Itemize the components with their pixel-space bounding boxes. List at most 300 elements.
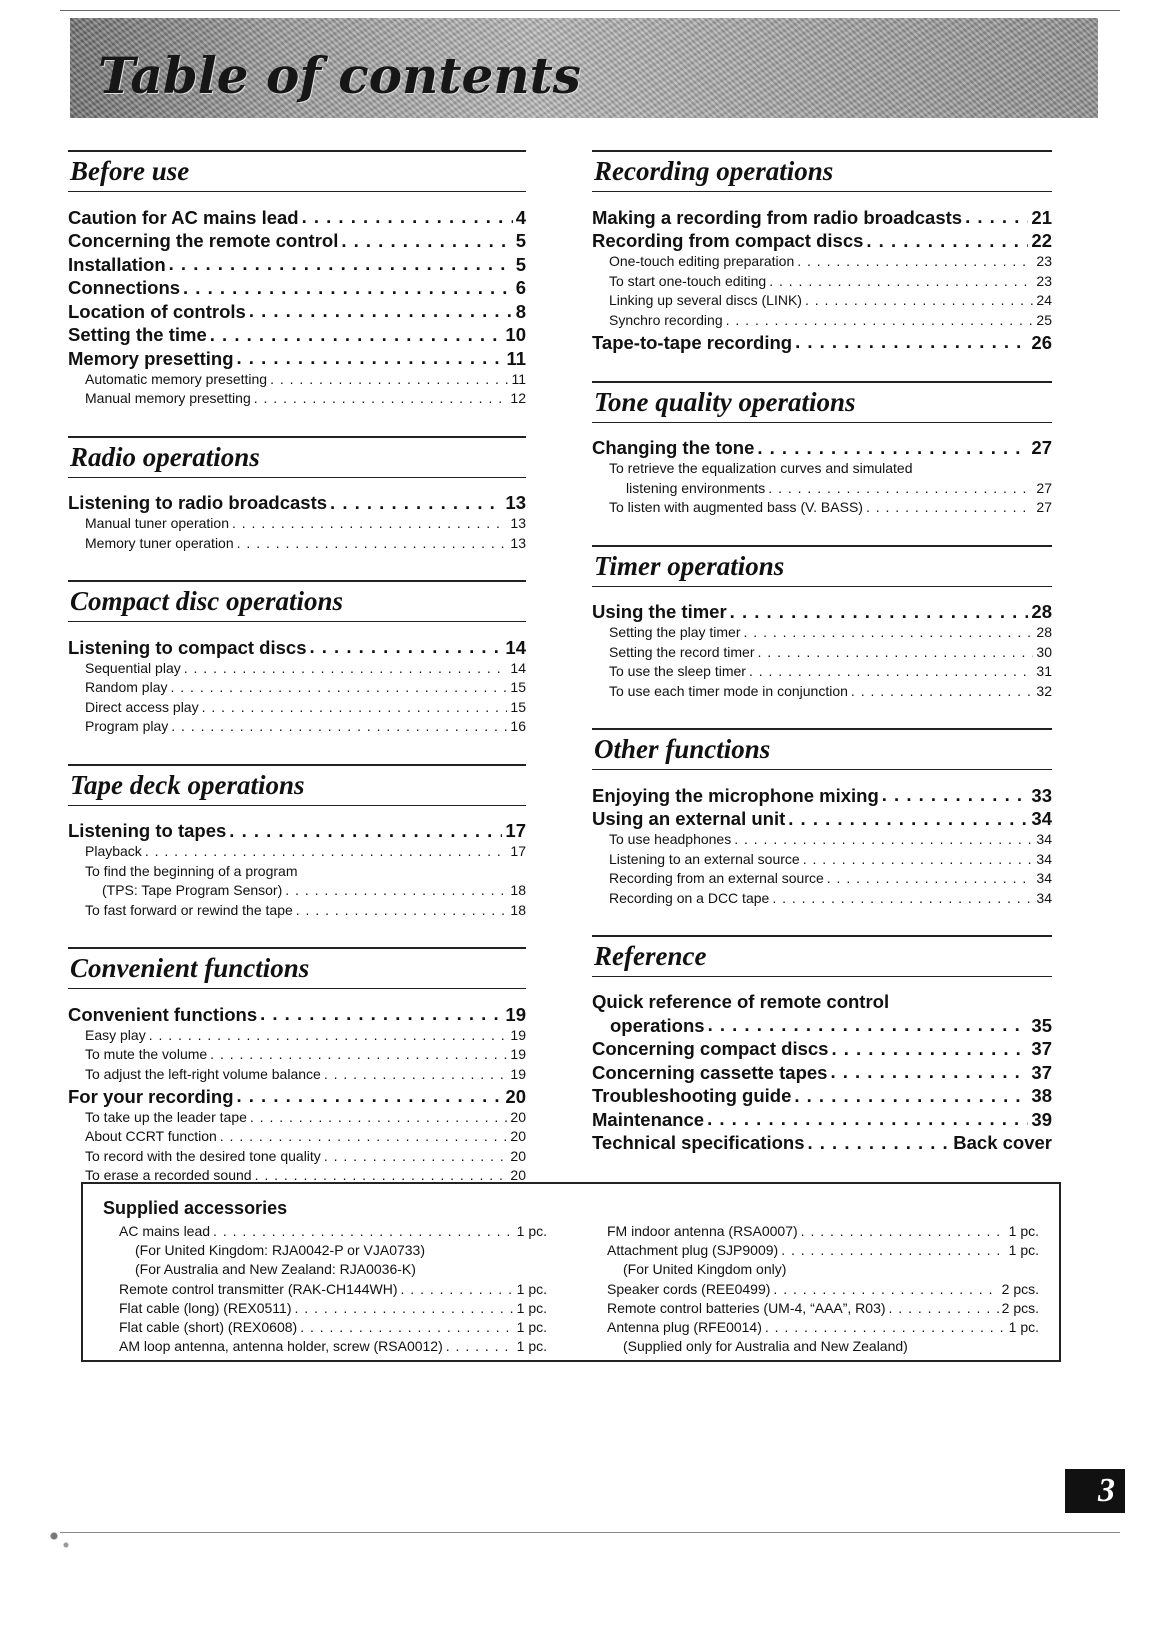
accessory-quantity: 1 pc. bbox=[1008, 1319, 1039, 1336]
toc-section bbox=[592, 150, 1052, 354]
accessory-label: AC mains lead bbox=[119, 1223, 211, 1239]
top-rule bbox=[60, 10, 1120, 11]
accessory-item bbox=[607, 1318, 1039, 1337]
toc-entry-label: To erase a recorded sound bbox=[85, 1167, 252, 1183]
toc-entry-page: 34 bbox=[1031, 808, 1052, 829]
toc-entry-page: 11 bbox=[511, 370, 526, 387]
toc-entry-page: 26 bbox=[1031, 331, 1052, 353]
toc-entry[interactable] bbox=[68, 323, 526, 347]
toc-entry-text: To retrieve the equalization curves and simulated bbox=[609, 460, 913, 476]
section-entries bbox=[592, 587, 1052, 702]
toc-entry-label: To start one-touch editing bbox=[609, 272, 767, 289]
accessory-item bbox=[607, 1280, 1039, 1299]
accessory-label: AM loop antenna, antenna holder, screw (RSA0012) bbox=[119, 1338, 443, 1355]
section-title: Reference bbox=[592, 935, 1052, 977]
section-entries bbox=[592, 192, 1052, 354]
toc-entry[interactable] bbox=[592, 850, 1052, 870]
accessories-left-list bbox=[119, 1222, 547, 1356]
section-entries bbox=[592, 770, 1052, 908]
toc-entry-page: 13 bbox=[510, 534, 526, 551]
dot-leader bbox=[866, 229, 1028, 248]
toc-entry[interactable] bbox=[592, 1013, 1052, 1037]
accessory-note: (For United Kingdom only) bbox=[623, 1261, 787, 1278]
toc-entry-page: 6 bbox=[515, 277, 526, 298]
dot-leader bbox=[171, 678, 508, 692]
dot-leader bbox=[707, 1107, 1028, 1126]
toc-entry-page: 10 bbox=[505, 324, 526, 345]
accessory-quantity: 1 pc. bbox=[516, 1319, 547, 1336]
toc-entry-label: Concerning compact discs bbox=[592, 1038, 829, 1059]
toc-entry[interactable] bbox=[68, 698, 526, 718]
toc-entry[interactable] bbox=[68, 1045, 526, 1065]
dot-leader bbox=[210, 323, 503, 342]
bottom-rule bbox=[60, 1532, 1120, 1533]
toc-entry-label: Listening to an external source bbox=[609, 850, 800, 867]
dot-leader bbox=[827, 869, 1034, 883]
toc-entry-page: 18 bbox=[510, 901, 526, 918]
dot-leader bbox=[260, 1002, 502, 1021]
toc-entry-label: Memory tuner operation bbox=[85, 534, 234, 551]
toc-entry-page: 24 bbox=[1036, 292, 1052, 308]
dot-leader bbox=[296, 901, 508, 915]
toc-entry[interactable] bbox=[68, 635, 526, 659]
toc-entry-label: operations bbox=[610, 1014, 705, 1036]
toc-entry-label: Technical specifications bbox=[592, 1132, 805, 1153]
dot-leader bbox=[310, 635, 503, 654]
dot-leader bbox=[184, 659, 508, 673]
toc-entry[interactable] bbox=[592, 205, 1052, 229]
accessory-item bbox=[119, 1222, 547, 1241]
toc-entry-label: Setting the record timer bbox=[609, 643, 755, 660]
accessory-item bbox=[119, 1299, 547, 1318]
toc-entry-page: 23 bbox=[1036, 253, 1052, 269]
toc-entry[interactable] bbox=[68, 1065, 526, 1085]
dot-leader bbox=[300, 1318, 513, 1332]
toc-entry-label: Linking up several discs (LINK) bbox=[609, 292, 802, 308]
section-entries bbox=[68, 806, 526, 921]
dot-leader bbox=[882, 783, 1029, 802]
toc-entry-page: 39 bbox=[1031, 1108, 1052, 1130]
toc-entry-label: Synchro recording bbox=[609, 311, 723, 328]
toc-entry-label: To fast forward or rewind the tape bbox=[85, 901, 293, 918]
dot-leader bbox=[772, 889, 1033, 903]
toc-entry-label: Playback bbox=[85, 843, 142, 859]
toc-entry-label: Manual tuner operation bbox=[85, 515, 229, 531]
dot-leader bbox=[851, 682, 1034, 696]
toc-section bbox=[68, 580, 526, 737]
toc-entry-label: To take up the leader tape bbox=[85, 1108, 247, 1125]
toc-entry-page: 20 bbox=[510, 1108, 526, 1125]
toc-entry-label: Using the timer bbox=[592, 601, 727, 622]
toc-entry-page: 34 bbox=[1036, 850, 1052, 867]
toc-entry-page: 35 bbox=[1031, 1014, 1052, 1036]
dot-leader bbox=[302, 205, 513, 224]
toc-entry-page: 20 bbox=[510, 1147, 526, 1164]
dot-leader bbox=[220, 1127, 508, 1141]
toc-entry[interactable] bbox=[592, 1037, 1052, 1061]
toc-entry-label: Automatic memory presetting bbox=[85, 370, 268, 387]
toc-entry[interactable] bbox=[68, 717, 526, 737]
toc-entry[interactable] bbox=[592, 1131, 1052, 1155]
toc-entry-page: 14 bbox=[510, 659, 526, 676]
dot-leader bbox=[708, 1013, 1029, 1032]
accessory-quantity: 1 pc. bbox=[516, 1299, 547, 1316]
section-title: Recording operations bbox=[592, 150, 1052, 192]
toc-entry-page: 13 bbox=[505, 492, 526, 513]
dot-leader bbox=[801, 1222, 1006, 1236]
toc-entry-page: 34 bbox=[1036, 870, 1052, 886]
dot-leader bbox=[768, 479, 1033, 493]
dot-leader bbox=[294, 1299, 513, 1313]
dot-leader bbox=[866, 498, 1033, 512]
dot-leader bbox=[145, 842, 508, 856]
dot-leader bbox=[788, 807, 1028, 826]
dot-leader bbox=[250, 1108, 508, 1122]
section-title: Tone quality operations bbox=[592, 381, 1052, 423]
section-title: Tape deck operations bbox=[68, 764, 526, 806]
accessory-note: (For Australia and New Zealand: RJA0036-K) bbox=[135, 1261, 416, 1278]
toc-section bbox=[68, 436, 526, 554]
dot-leader bbox=[149, 1026, 508, 1040]
right-column bbox=[592, 150, 1052, 1181]
toc-entry[interactable] bbox=[68, 389, 526, 409]
toc-entry[interactable] bbox=[68, 1108, 526, 1128]
toc-entry-page: 15 bbox=[510, 679, 526, 695]
toc-entry-label: Troubleshooting guide bbox=[592, 1085, 792, 1106]
dot-leader bbox=[249, 299, 513, 318]
toc-entry[interactable] bbox=[68, 819, 526, 843]
toc-entry[interactable] bbox=[592, 479, 1052, 499]
toc-entry-page: 13 bbox=[510, 515, 526, 531]
toc-entry-label: Easy play bbox=[85, 1026, 146, 1043]
toc-entry-page: 21 bbox=[1031, 206, 1052, 228]
toc-entry-page: 16 bbox=[510, 718, 526, 734]
toc-entry[interactable] bbox=[68, 1147, 526, 1167]
toc-entry-page: 28 bbox=[1031, 601, 1052, 622]
dot-leader bbox=[232, 514, 507, 528]
toc-entry[interactable] bbox=[592, 1060, 1052, 1084]
toc-entry[interactable] bbox=[592, 869, 1052, 889]
section-entries bbox=[592, 423, 1052, 518]
toc-entry-label: Concerning cassette tapes bbox=[592, 1061, 828, 1083]
dot-leader bbox=[805, 291, 1033, 305]
toc-entry[interactable] bbox=[592, 498, 1052, 518]
toc-entry-page: 15 bbox=[510, 698, 526, 715]
toc-entry-page: 19 bbox=[505, 1003, 526, 1025]
toc-entry-label: Recording from compact discs bbox=[592, 230, 864, 251]
toc-entry-label: Maintenance bbox=[592, 1108, 705, 1130]
dot-leader bbox=[758, 643, 1034, 657]
toc-entry-label: Setting the time bbox=[68, 324, 207, 345]
toc-entry-label: Listening to radio broadcasts bbox=[68, 492, 328, 513]
section-title: Other functions bbox=[592, 728, 1052, 770]
dot-leader bbox=[183, 276, 513, 295]
toc-entry[interactable] bbox=[592, 830, 1052, 850]
toc-entry-page: 5 bbox=[515, 253, 526, 275]
toc-entry[interactable] bbox=[68, 276, 526, 300]
toc-entry-label: Listening to compact discs bbox=[68, 636, 307, 658]
toc-entry-page: 32 bbox=[1036, 682, 1052, 699]
dot-leader bbox=[169, 252, 513, 271]
dot-leader bbox=[237, 1084, 503, 1103]
toc-entry-label: Changing the tone bbox=[592, 437, 755, 458]
toc-entry-label: To use each timer mode in conjunction bbox=[609, 682, 848, 699]
toc-entry[interactable] bbox=[68, 252, 526, 276]
toc-entry-page: 17 bbox=[510, 843, 526, 859]
toc-entry[interactable] bbox=[592, 889, 1052, 909]
dot-leader bbox=[889, 1299, 999, 1313]
toc-entry-label: Recording from an external source bbox=[609, 870, 824, 886]
accessory-item bbox=[119, 1337, 547, 1356]
toc-entry-label: Tape-to-tape recording bbox=[592, 331, 793, 353]
toc-entry-label: About CCRT function bbox=[85, 1128, 217, 1144]
section-entries bbox=[68, 989, 526, 1186]
section-title: Before use bbox=[68, 150, 526, 192]
toc-entry-page: 20 bbox=[505, 1085, 526, 1107]
toc-entry-page: 25 bbox=[1036, 311, 1052, 328]
title-banner bbox=[70, 18, 1098, 118]
toc-entry-label: To mute the volume bbox=[85, 1046, 208, 1062]
toc-entry-label: Setting the play timer bbox=[609, 624, 741, 640]
toc-entry[interactable] bbox=[592, 1084, 1052, 1108]
toc-entry-page: 37 bbox=[1031, 1061, 1052, 1083]
section-entries bbox=[68, 622, 526, 737]
section-entries bbox=[592, 977, 1052, 1154]
toc-entry-label: Connections bbox=[68, 277, 181, 298]
accessory-label: Flat cable (short) (REX0608) bbox=[119, 1319, 298, 1336]
toc-entry-page: 28 bbox=[1036, 624, 1052, 640]
toc-entry[interactable] bbox=[592, 330, 1052, 354]
dot-leader bbox=[401, 1280, 514, 1294]
toc-entry[interactable] bbox=[592, 229, 1052, 253]
toc-entry-text: To find the beginning of a program bbox=[85, 862, 298, 879]
toc-section bbox=[592, 935, 1052, 1154]
toc-entry-label: One-touch editing preparation bbox=[609, 253, 795, 269]
accessory-quantity: 1 pc. bbox=[1008, 1242, 1039, 1259]
toc-entry-page: 30 bbox=[1036, 643, 1052, 660]
toc-entry-page: 19 bbox=[510, 1065, 526, 1082]
toc-entry[interactable] bbox=[592, 682, 1052, 702]
toc-entry[interactable] bbox=[68, 1026, 526, 1046]
toc-entry[interactable] bbox=[68, 514, 526, 534]
toc-entry[interactable] bbox=[68, 299, 526, 323]
toc-entry-label: Memory presetting bbox=[68, 347, 234, 369]
dot-leader bbox=[765, 1318, 1006, 1332]
accessory-label: Attachment plug (SJP9009) bbox=[607, 1242, 779, 1259]
accessory-label: Antenna plug (RFE0014) bbox=[607, 1319, 762, 1336]
toc-entry-label: To record with the desired tone quality bbox=[85, 1147, 321, 1164]
toc-entry-page: Back cover bbox=[953, 1132, 1052, 1153]
accessory-item bbox=[607, 1222, 1039, 1241]
accessory-note: (Supplied only for Australia and New Zealand) bbox=[623, 1338, 908, 1355]
accessory-quantity: 1 pc. bbox=[516, 1280, 547, 1297]
toc-entry[interactable] bbox=[68, 901, 526, 921]
toc-entry-page: 34 bbox=[1036, 831, 1052, 847]
toc-entry[interactable] bbox=[68, 1127, 526, 1147]
toc-entry-label: Caution for AC mains lead bbox=[68, 206, 299, 228]
toc-entry-page: 11 bbox=[506, 347, 526, 369]
toc-entry-page: 34 bbox=[1036, 889, 1052, 906]
toc-entry-label: To listen with augmented bass (V. BASS) bbox=[609, 499, 863, 515]
accessory-label: Remote control transmitter (RAK-CH144WH) bbox=[119, 1280, 398, 1297]
dot-leader bbox=[726, 311, 1034, 325]
accessory-item bbox=[119, 1280, 547, 1299]
toc-entry-page: 4 bbox=[515, 206, 526, 228]
toc-entry-page: 20 bbox=[510, 1128, 526, 1144]
toc-entry[interactable] bbox=[592, 662, 1052, 682]
toc-entry-page: 18 bbox=[510, 882, 526, 898]
accessory-quantity: 1 pc. bbox=[516, 1338, 547, 1355]
toc-entry-label: Using an external unit bbox=[592, 808, 786, 829]
accessory-quantity: 2 pcs. bbox=[1001, 1280, 1039, 1297]
dot-leader bbox=[794, 1084, 1028, 1103]
toc-entry[interactable] bbox=[592, 783, 1052, 807]
toc-entry-page: 27 bbox=[1036, 499, 1052, 515]
dot-leader bbox=[210, 1045, 507, 1059]
toc-entry[interactable] bbox=[592, 623, 1052, 643]
toc-entry-page: 27 bbox=[1031, 437, 1052, 458]
dot-leader bbox=[324, 1065, 508, 1079]
toc-section bbox=[68, 764, 526, 921]
toc-entry[interactable] bbox=[68, 881, 526, 901]
dot-leader bbox=[773, 1280, 998, 1294]
dot-leader bbox=[734, 830, 1033, 844]
toc-entry-label: Manual memory presetting bbox=[85, 390, 251, 406]
toc-entry[interactable] bbox=[592, 807, 1052, 831]
accessories-title: Supplied accessories bbox=[103, 1198, 288, 1218]
toc-entry-page: 19 bbox=[510, 1026, 526, 1043]
toc-entry[interactable] bbox=[68, 659, 526, 679]
toc-entry[interactable] bbox=[592, 252, 1052, 272]
toc-section bbox=[68, 947, 526, 1186]
toc-entry-label: Recording on a DCC tape bbox=[609, 889, 770, 906]
dot-leader bbox=[830, 1060, 1028, 1079]
section-title: Compact disc operations bbox=[68, 580, 526, 622]
dot-leader bbox=[324, 1147, 508, 1161]
toc-entry[interactable] bbox=[592, 436, 1052, 460]
toc-entry-page: 17 bbox=[505, 820, 526, 841]
accessory-label: FM indoor antenna (RSA0007) bbox=[607, 1223, 798, 1239]
toc-entry-page: 23 bbox=[1036, 272, 1052, 289]
toc-entry-label: listening environments bbox=[626, 479, 766, 496]
toc-section bbox=[592, 728, 1052, 908]
toc-entry[interactable] bbox=[592, 600, 1052, 624]
accessory-label: Remote control batteries (UM-4, “AAA”, R03) bbox=[607, 1299, 886, 1316]
toc-entry[interactable] bbox=[592, 272, 1052, 292]
toc-entry[interactable] bbox=[68, 205, 526, 229]
dot-leader bbox=[803, 850, 1034, 864]
toc-entry-label: To use headphones bbox=[609, 831, 732, 847]
toc-entry-page: 22 bbox=[1031, 230, 1052, 251]
dot-leader bbox=[237, 346, 504, 365]
dot-leader bbox=[807, 1131, 950, 1150]
toc-entry[interactable] bbox=[68, 229, 526, 253]
toc-entry[interactable] bbox=[68, 678, 526, 698]
section-title: Convenient functions bbox=[68, 947, 526, 989]
dot-leader bbox=[270, 370, 508, 384]
accessory-quantity: 1 pc. bbox=[1008, 1223, 1039, 1239]
toc-entry-label: Enjoying the microphone mixing bbox=[592, 784, 879, 806]
section-entries bbox=[68, 192, 526, 409]
page-number: 3 bbox=[1098, 1472, 1115, 1509]
toc-entry-label: Program play bbox=[85, 718, 169, 734]
accessory-note: (For United Kingdom: RJA0042-P or VJA0733) bbox=[135, 1242, 425, 1259]
dot-leader bbox=[229, 819, 502, 838]
toc-entry-page: 8 bbox=[515, 300, 526, 322]
accessory-label: Speaker cords (REE0499) bbox=[607, 1280, 771, 1297]
toc-entry[interactable] bbox=[592, 311, 1052, 331]
toc-entry-label: Concerning the remote control bbox=[68, 230, 339, 251]
dot-leader bbox=[744, 623, 1034, 637]
dot-leader bbox=[757, 436, 1028, 455]
accessory-item bbox=[607, 1241, 1039, 1260]
toc-entry-label: Convenient functions bbox=[68, 1003, 258, 1025]
dot-leader bbox=[446, 1337, 514, 1351]
accessory-quantity: 1 pc. bbox=[516, 1223, 547, 1239]
dot-leader bbox=[749, 662, 1033, 676]
toc-entry-label: (TPS: Tape Program Sensor) bbox=[102, 882, 283, 898]
toc-entry[interactable] bbox=[68, 534, 526, 554]
scan-mark bbox=[42, 1527, 82, 1557]
dot-leader bbox=[213, 1222, 514, 1236]
dot-leader bbox=[795, 330, 1028, 349]
toc-entry-label: Installation bbox=[68, 253, 166, 275]
accessory-quantity: 2 pcs. bbox=[1001, 1299, 1039, 1316]
toc-entry[interactable] bbox=[592, 291, 1052, 311]
dot-leader bbox=[797, 252, 1033, 266]
dot-leader bbox=[237, 534, 508, 548]
toc-entry-label: To adjust the left-right volume balance bbox=[85, 1065, 321, 1082]
toc-entry-page: 5 bbox=[515, 230, 526, 251]
toc-section bbox=[592, 381, 1052, 518]
toc-entry-label: Location of controls bbox=[68, 300, 246, 322]
toc-entry-page: 20 bbox=[510, 1167, 526, 1183]
dot-leader bbox=[171, 717, 507, 731]
toc-entry[interactable] bbox=[68, 842, 526, 862]
toc-entry[interactable] bbox=[68, 1084, 526, 1108]
toc-section bbox=[68, 150, 526, 409]
dot-leader bbox=[965, 205, 1028, 224]
dot-leader bbox=[254, 389, 508, 403]
left-column bbox=[68, 150, 526, 1213]
toc-entry[interactable] bbox=[68, 370, 526, 390]
dot-leader bbox=[202, 698, 508, 712]
section-title: Radio operations bbox=[68, 436, 526, 478]
toc-entry[interactable] bbox=[68, 346, 526, 370]
toc-entry-label: To use the sleep timer bbox=[609, 663, 746, 679]
toc-entry-page: 33 bbox=[1031, 784, 1052, 806]
toc-entry-page: 19 bbox=[510, 1046, 526, 1062]
toc-entry-label: Sequential play bbox=[85, 659, 181, 676]
toc-entry-label: Random play bbox=[85, 679, 168, 695]
toc-entry[interactable] bbox=[592, 1107, 1052, 1131]
dot-leader bbox=[831, 1037, 1028, 1056]
toc-entry-page: 31 bbox=[1036, 663, 1052, 679]
accessories-right-list bbox=[607, 1222, 1039, 1356]
accessory-label: Flat cable (long) (REX0511) bbox=[119, 1299, 292, 1316]
toc-entry[interactable] bbox=[68, 1002, 526, 1026]
dot-leader bbox=[730, 600, 1029, 619]
dot-leader bbox=[255, 1166, 508, 1180]
accessory-item bbox=[607, 1299, 1039, 1318]
toc-entry[interactable] bbox=[68, 491, 526, 515]
toc-entry-page: 12 bbox=[510, 390, 526, 406]
dot-leader bbox=[341, 229, 512, 248]
toc-entry-label: For your recording bbox=[68, 1085, 234, 1107]
toc-entry[interactable] bbox=[592, 643, 1052, 663]
section-title: Timer operations bbox=[592, 545, 1052, 587]
toc-entry-page: 38 bbox=[1031, 1085, 1052, 1106]
